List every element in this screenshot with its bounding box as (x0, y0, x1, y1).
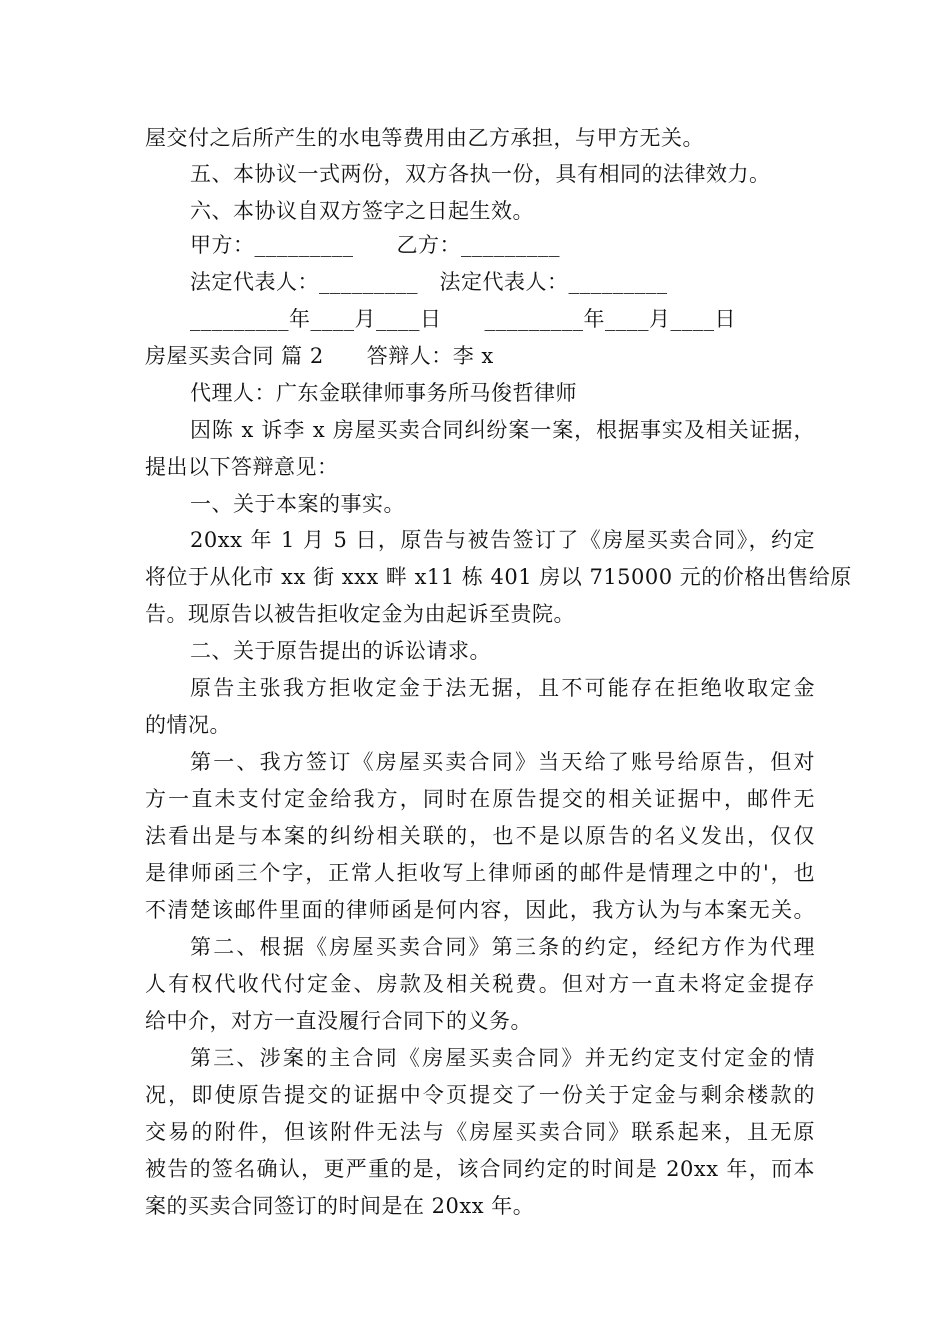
signature-line-date: _________年____月____日 _________年____月____日 (190, 307, 736, 331)
paragraph-line: 代理人：广东金联律师事务所马俊哲律师 (190, 381, 577, 405)
paragraph-line: 是律师函三个字，正常人拒收写上律师函的邮件是情理之中的'，也 (145, 861, 815, 885)
paragraph-line: 二、关于原告提出的诉讼请求。 (190, 639, 491, 663)
paragraph-line: 给中介，对方一直没履行合同下的义务。 (145, 1009, 532, 1033)
paragraph-line: 第二、根据《房屋买卖合同》第三条的约定，经纪方作为代理 (190, 935, 815, 959)
paragraph-line: 提出以下答辩意见： (145, 455, 339, 479)
paragraph-line: 人有权代收代付定金、房款及相关税费。但对方一直未将定金提存 (145, 972, 815, 996)
paragraph-line: 一、关于本案的事实。 (190, 492, 405, 516)
paragraph-line: 五、本协议一式两份，双方各执一份，具有相同的法律效力。 (190, 162, 771, 186)
paragraph-line: 方一直未支付定金给我方，同时在原告提交的相关证据中，邮件无 (145, 787, 815, 811)
paragraph-line: 不清楚该邮件里面的律师函是何内容，因此，我方认为与本案无关。 (145, 898, 815, 922)
paragraph-line: 的情况。 (145, 713, 231, 737)
paragraph-line: 20xx 年 1 月 5 日，原告与被告签订了《房屋买卖合同》，约定 (190, 528, 815, 552)
section-heading: 房屋买卖合同 篇 2 答辩人：李 x (145, 344, 494, 368)
paragraph-line: 第三、涉案的主合同《房屋买卖合同》并无约定支付定金的情 (190, 1046, 815, 1070)
paragraph-line: 被告的签名确认，更严重的是，该合同约定的时间是 20xx 年，而本 (145, 1157, 815, 1181)
paragraph-line: 法看出是与本案的纠纷相关联的，也不是以原告的名义发出，仅仅 (145, 824, 815, 848)
paragraph-line: 六、本协议自双方签字之日起生效。 (190, 199, 534, 223)
paragraph-line: 屋交付之后所产生的水电等费用由乙方承担，与甲方无关。 (145, 126, 704, 150)
signature-line-representative: 法定代表人：_________ 法定代表人：_________ (190, 270, 668, 294)
paragraph-line: 交易的附件，但该附件无法与《房屋买卖合同》联系起来，且无原 (145, 1120, 815, 1144)
paragraph-line: 案的买卖合同签订的时间是在 20xx 年。 (145, 1194, 535, 1218)
signature-line-party: 甲方：_________ 乙方：_________ (190, 233, 560, 257)
paragraph-line: 原告主张我方拒收定金于法无据，且不可能存在拒绝收取定金 (190, 676, 815, 700)
paragraph-line: 第一、我方签订《房屋买卖合同》当天给了账号给原告，但对 (190, 750, 815, 774)
paragraph-line: 告。现原告以被告拒收定金为由起诉至贵院。 (145, 602, 575, 626)
paragraph-line: 将位于从化市 xx 街 xxx 畔 x11 栋 401 房以 715000 元的价格出售给原 (145, 565, 852, 589)
paragraph-line: 况，即使原告提交的证据中令页提交了一份关于定金与剩余楼款的 (145, 1083, 815, 1107)
paragraph-line: 因陈 x 诉李 x 房屋买卖合同纠纷案一案，根据事实及相关证据， (190, 418, 815, 442)
